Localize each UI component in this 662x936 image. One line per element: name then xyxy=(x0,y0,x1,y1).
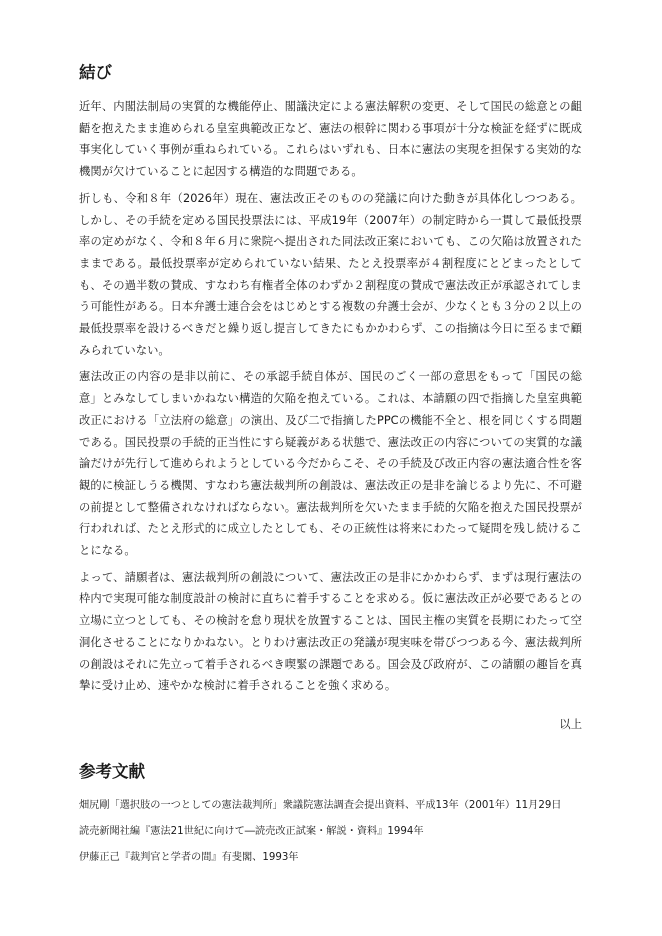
paragraph-3: 憲法改正の内容の是非以前に、その承認手続自体が、国民のごく一部の意思をもって「国民の総意」とみなしてしまいかねない構造的欠陥を抱えている。これは、本請願の四で指摘した皇室典範改正における「立法府の総意」の演出、及び二で指摘したPPCの機能不全と、根を同じくする問題である。国民投票の手続的正当性にすら疑義がある状態で、憲法改正の内容についての実質的な議論だけが先行して進められようとしている今だからこそ、その手続及び改正内容の憲法適合性を客観的に検証しうる機関、すなわち憲法裁判所の創設は、憲法改正の是非を論じるより先に、不可避の前提として整備されなければならない。憲法裁判所を欠いたまま手続的欠陥を抱えた国民投票が行われれば、たとえ形式的に成立したとしても、その正統性は将来にわたって疑問を残し続けることになる。 xyxy=(79,370,582,558)
section-title: 結び xyxy=(79,63,112,82)
closing-mark: 以上 xyxy=(559,717,582,731)
reference-item: 畑尻剛「選択肢の一つとしての憲法裁判所」衆議院憲法調査会提出資料、平成13年（2001年）11月29日 xyxy=(79,799,562,811)
paragraph-2: 折しも、令和８年（2026年）現在、憲法改正そのものの発議に向けた動きが具体化しつつある。しかし、その手続を定める国民投票法には、平成19年（2007年）の制定時から一貫して最低投票率の定めがなく、令和８年６月に衆院へ提出された同法改正案においても、この欠陥は放置されたままである。最低投票率が定められていない結果、たとえ投票率が４割程度にとどまったとしても、その過半数の賛成、すなわち有権者全体のわずか２割程度の賛成で憲法改正が承認されてしまう可能性がある。日本弁護士連合会をはじめとする複数の弁護士会が、少なくとも３分の２以上の最低投票率を設けるべきだと繰り返し提言してきたにもかかわらず、この指摘は今日に至るまで顧みられていない。 xyxy=(79,191,582,357)
paragraph-4: よって、請願者は、憲法裁判所の創設について、憲法改正の是非にかかわらず、まずは現行憲法の枠内で実現可能な制度設計の検討に直ちに着手することを求める。仮に憲法改正が必要であるとの立場に立つとしても、その検討を怠り現状を放置することは、国民主権の実質を長期にわたって空洞化させることになりかねない。とりわけ憲法改正の発議が現実味を帯びつつある今、憲法裁判所の創設はそれに先立って着手されるべき喫緊の課題である。国会及び政府が、この請願の趣旨を真摯に受け止め、速やかな検討に着手されることを強く求める。 xyxy=(79,570,582,693)
references-title: 参考文献 xyxy=(79,761,145,781)
paragraph-1: 近年、内閣法制局の実質的な機能停止、閣議決定による憲法解釈の変更、そして国民の総意との齟齬を抱えたまま進められる皇室典範改正など、憲法の根幹に関わる事項が十分な検証を経ずに既成事実化していく事例が重ねられている。これらはいずれも、日本に憲法の実現を担保する実効的な機関が欠けていることに起因する構造的な問題である。 xyxy=(79,100,582,179)
reference-item: 読売新聞社編『憲法21世紀に向けて―読売改正試案・解説・資料』1994年 xyxy=(79,825,424,837)
reference-item: 伊藤正己『裁判官と学者の間』有斐閣、1993年 xyxy=(79,851,299,863)
